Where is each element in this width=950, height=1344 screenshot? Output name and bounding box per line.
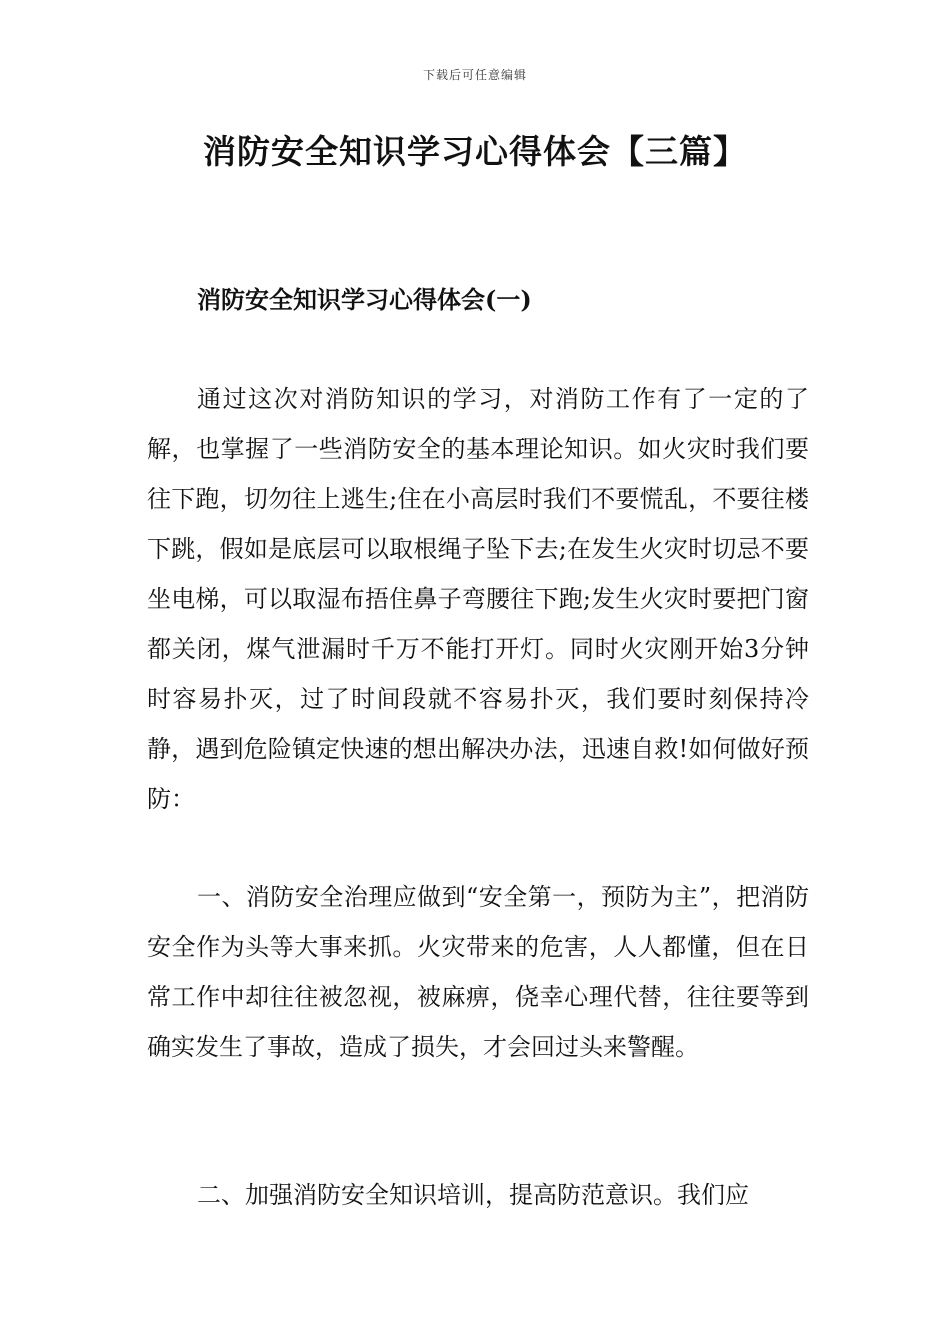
paragraph-1: 通过这次对消防知识的学习，对消防工作有了一定的了解，也掌握了一些消防安全的基本理论知识。如火灾时我们要往下跑，切勿往上逃生;住在小高层时我们不要慌乱，不要往楼下跳，假如是底层可以取根绳子坠下去;在发生火灾时切忌不要坐电梯，可以取湿布捂住鼻子弯腰往下跑;发生火灾时要把门窗都关闭，煤气泄漏时千万不能打开灯。同时火灾刚开始3分钟时容易扑灭，过了时间段就不容易扑灭，我们要时刻保持冷静，遇到危险镇定快速的想出解决办法，迅速自救!如何做好预防： [147,385,809,813]
section-title: 消防安全知识学习心得体会(一) [197,285,532,314]
page-header-note: 下载后可任意编辑 [422,68,527,82]
document-title: 消防安全知识学习心得体会【三篇】 [203,132,747,171]
paragraph-2: 一、消防安全治理应做到“安全第一，预防为主”，把消防安全作为头等大事来抓。火灾带来的危害，人人都懂，但在日常工作中却往往被忽视，被麻痹，侥幸心理代替，往往要等到确实发生了事故，造成了损失，才会回过头来警醒。 [147,883,809,1061]
paragraph-3: 二、加强消防安全知识培训，提高防范意识。我们应 [197,1181,749,1209]
